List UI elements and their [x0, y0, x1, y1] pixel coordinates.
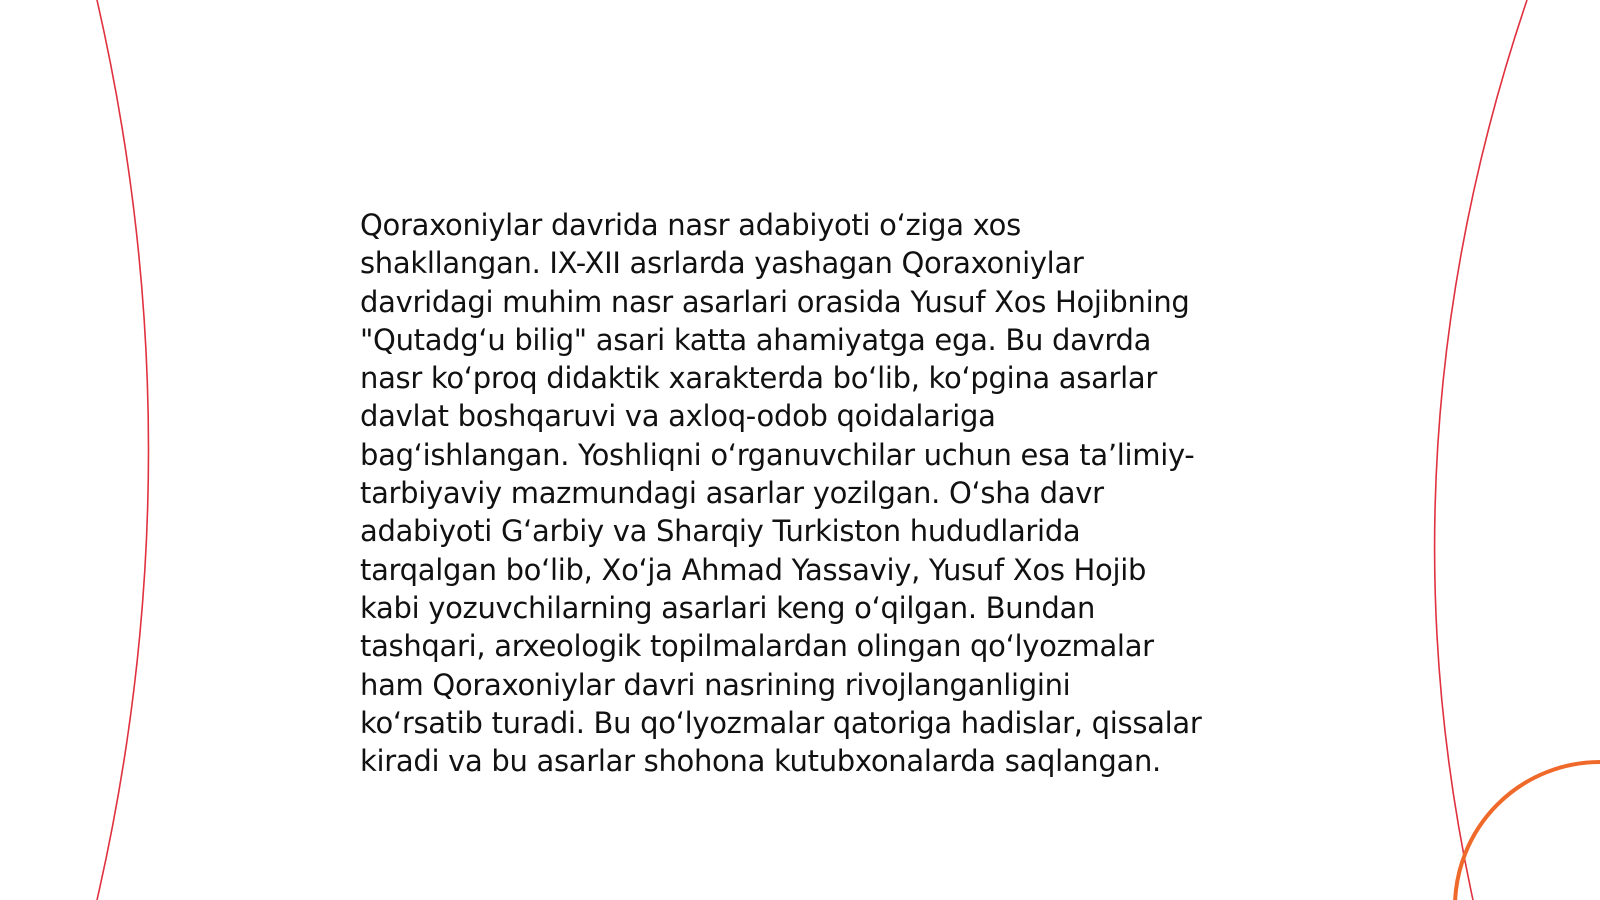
left-red-curve: [97, 0, 149, 900]
right-red-curve: [1435, 0, 1527, 900]
orange-circle-arc: [1455, 762, 1600, 900]
body-paragraph: Qoraxoniylar davrida nasr adabiyoti o‘ziga xos shakllangan. IX-XII asrlarda yashagan Qoraxoniylar davridagi muhim nasr asarlari orasida Yusuf Xos Hojibning "Qutadg‘u bilig" asari katta ahamiyatga ega. Bu davrda nasr ko‘proq didaktik xarakterda bo‘lib, ko‘pgina asarlar davlat boshqaruvi va axloq-odob qoidalariga bag‘ishlangan. Yoshliqni o‘rganuvchilar uchun esa ta’limiy- tarbiyaviy mazmundagi asarlar yozilgan. O‘sha davr adabiyoti G‘arbiy va Sharqiy Turkiston hududlarida tarqalgan bo‘lib, Xo‘ja Ahmad Yassaviy, Yusuf Xos Hojib kabi yozuvchilarning asarlari keng o‘qilgan. Bundan tashqari, arxeologik topilmalardan olingan qo‘lyozmalar ham Qoraxoniylar davri nasrining rivojlanganligini ko‘rsatib turadi. Bu qo‘lyozmalar qatoriga hadislar, qissalar kiradi va bu asarlar shohona kutubxonalarda saqlangan.: [360, 208, 1202, 779]
